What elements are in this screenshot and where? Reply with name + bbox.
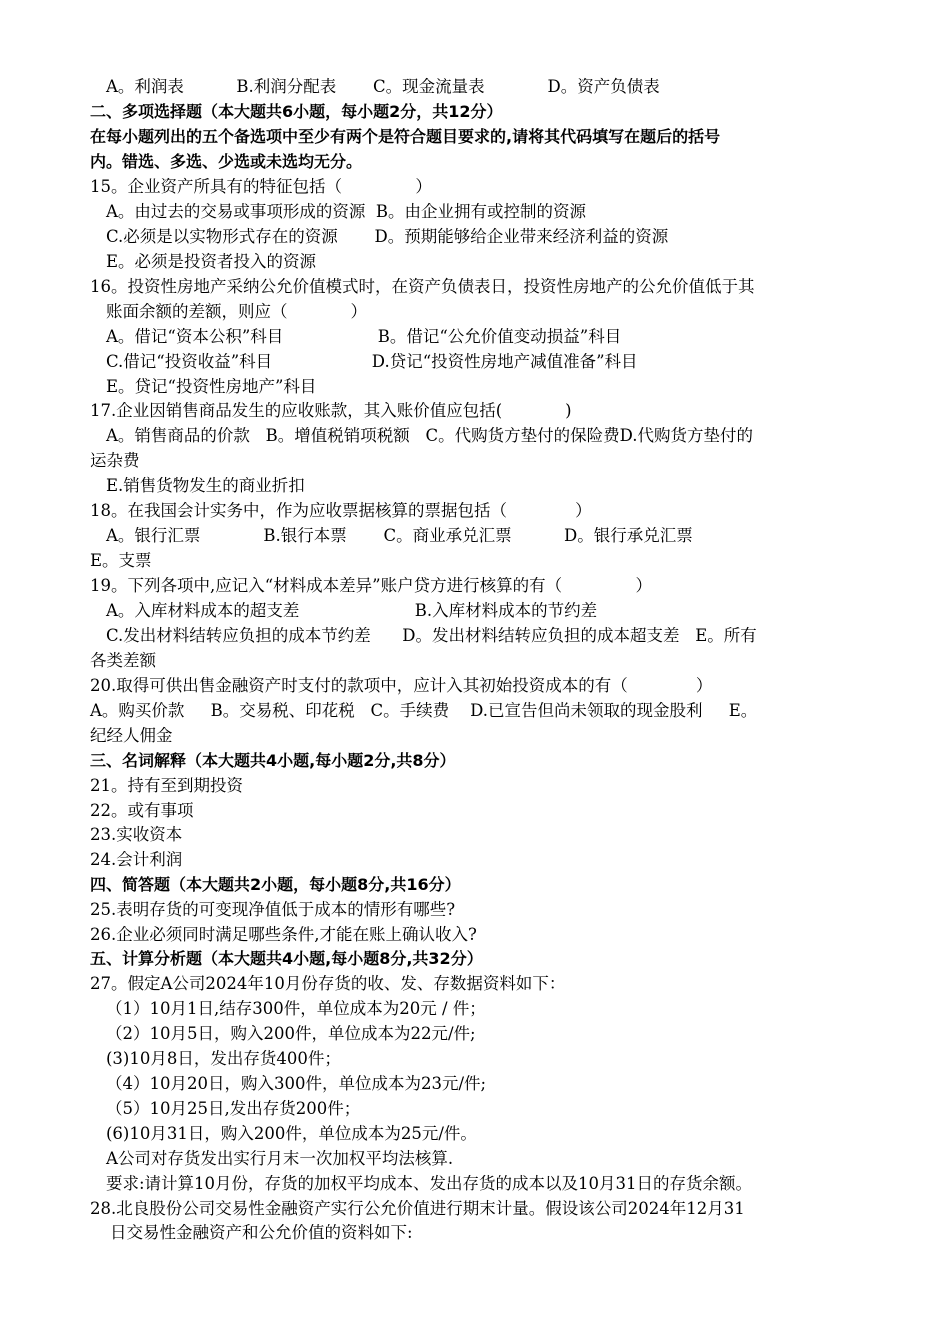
section-2-heading: 二、多项选择题（本大题共6小题，每小题2分，共12分） [90,102,503,121]
q20-options: A。购买价款 B。交易税、印花税 C。手续费 D.已宣告但尚未领取的现金股利 E。 [90,701,758,720]
q27-method: A公司对存货发出实行月末一次加权平均法核算. [106,1149,454,1168]
q15-options-cd: C.必须是以实物形式存在的资源 D。预期能够给企业带来经济利益的资源 [106,227,669,246]
q19-options-ab: A。入库材料成本的超支差 B.入库材料成本的节约差 [106,601,598,620]
q27-requirement: 要求:请计算10月份，存货的加权平均成本、发出存货的成本以及10月31日的存货余额。 [106,1174,753,1193]
q16-option-e: E。贷记“投资性房地产”科目 [106,377,317,396]
q25: 25.表明存货的可变现净值低于成本的情形有哪些? [90,900,456,919]
q16-options-cd: C.借记“投资收益”科目 D.贷记“投资性房地产减值准备”科目 [106,352,638,371]
q17-options-cont: 运杂费 [90,451,140,470]
q23: 23.实收资本 [90,825,183,844]
q19-options-cde: C.发出材料结转应负担的成本节约差 D。发出材料结转应负担的成本超支差 E。所有 [106,626,757,645]
section-2-instruction: 在每小题列出的五个备选项中至少有两个是符合题目要求的,请将其代码填写在题后的括号 [90,127,721,146]
q28-stem-cont: 日交易性金融资产和公允价值的资料如下: [110,1223,413,1242]
q15-stem: 15。企业资产所具有的特征包括（ ） [90,177,432,196]
section-5-heading: 五、计算分析题（本大题共4小题,每小题8分,共32分） [90,949,483,968]
q27-item-3: (3)10月8日，发出存货400件； [106,1049,341,1068]
q17-stem: 17.企业因销售商品发生的应收账款，其入账价值应包括( ) [90,401,572,420]
q27-stem: 27。假定A公司2024年10月份存货的收、发、存数据资料如下： [90,974,566,993]
q27-item-1: （1）10月1日,结存300件，单位成本为20元 / 件； [106,999,486,1018]
q26: 26.企业必须同时满足哪些条件,才能在账上确认收入? [90,925,477,944]
section-2-instruction-cont: 内。错选、多选、少选或未选均无分。 [90,152,363,171]
q18-options: A。银行汇票 B.银行本票 C。商业承兑汇票 D。银行承兑汇票 [106,526,693,545]
q27-item-2: （2）10月5日，购入200件，单位成本为22元/件; [106,1024,476,1043]
q14-options: A。利润表 B.利润分配表 C。现金流量表 D。资产负债表 [106,77,660,96]
q15-option-e: E。必须是投资者投入的资源 [106,252,317,271]
q18-stem: 18。在我国会计实务中，作为应收票据核算的票据包括（ ） [90,501,592,520]
q27-item-5: （5）10月25日,发出存货200件； [106,1099,361,1118]
q18-option-e: E。支票 [90,551,152,570]
q17-option-e: E.销售货物发生的商业折扣 [106,476,305,495]
q16-stem-cont: 账面余额的差额，则应（ ） [106,302,367,321]
q16-stem: 16。投资性房地产采纳公允价值模式时，在资产负债表日，投资性房地产的公允价值低于其 [90,277,755,296]
q20-options-cont: 纪经人佣金 [90,726,173,745]
q19-stem: 19。下列各项中,应记入“材料成本差异”账户贷方进行核算的有（ ） [90,576,653,595]
q21: 21。持有至到期投资 [90,776,243,795]
q17-options: A。销售商品的价款 B。增值税销项税额 C。代购货方垫付的保险费D.代购货方垫付的 [106,426,754,445]
q28-stem: 28.北良股份公司交易性金融资产实行公允价值进行期末计量。假设该公司2024年12月31 [90,1199,745,1218]
q15-options-ab: A。由过去的交易或事项形成的资源 B。由企业拥有或控制的资源 [106,202,587,221]
q24: 24.会计利润 [90,850,183,869]
q27-item-6: (6)10月31日，购入200件，单位成本为25元/件。 [106,1124,477,1143]
q19-options-cont: 各类差额 [90,651,156,670]
q16-options-ab: A。借记“资本公积”科目 B。借记“公允价值变动损益”科目 [106,327,622,346]
q20-stem: 20.取得可供出售金融资产时支付的款项中，应计入其初始投资成本的有（ ） [90,676,713,695]
q27-item-4: （4）10月20日，购入300件，单位成本为23元/件; [106,1074,487,1093]
q22: 22。或有事项 [90,801,194,820]
section-3-heading: 三、名词解释（本大题共4小题,每小题2分,共8分） [90,751,456,770]
section-4-heading: 四、简答题（本大题共2小题，每小题8分,共16分） [90,875,461,894]
